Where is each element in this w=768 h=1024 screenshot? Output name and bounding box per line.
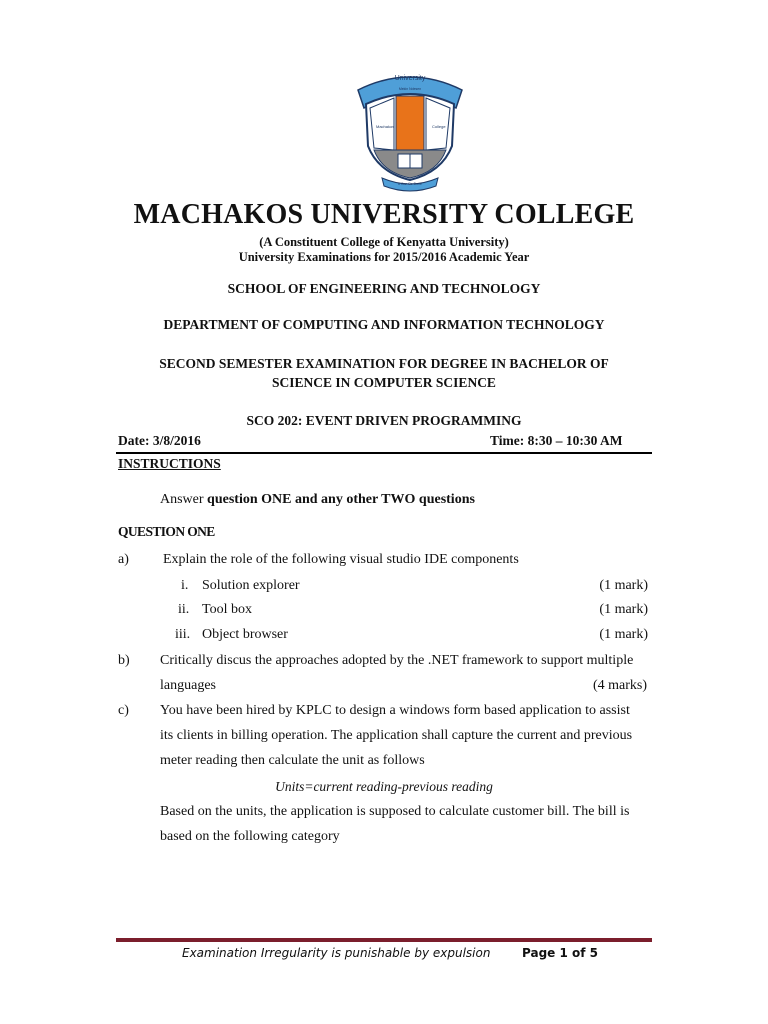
part-a-item-3-text: Object browser	[202, 627, 288, 642]
school-name: SCHOOL OF ENGINEERING AND TECHNOLOGY	[227, 281, 541, 296]
part-a-text: Explain the role of the following visual studio IDE components	[163, 552, 519, 567]
exam-title-line2: SCIENCE IN COMPUTER SCIENCE	[272, 375, 496, 390]
exam-title-line1: SECOND SEMESTER EXAMINATION FOR DEGREE IN BACHELOR OF	[159, 356, 609, 371]
page-number: Page 1 of 5	[522, 946, 598, 960]
logo-arc-text: University	[394, 75, 426, 82]
part-b-line2: languages	[160, 678, 216, 693]
footer-warning: Examination Irregularity is punishable by expulsion	[182, 946, 491, 960]
part-a-item-1-num: i.	[181, 578, 189, 593]
part-c-line5: based on the following category	[160, 829, 340, 844]
part-a-item-2-mark: (1 mark)	[599, 602, 648, 617]
department-name: DEPARTMENT OF COMPUTING AND INFORMATION TECHNOLOGY	[163, 317, 605, 332]
part-a-item-3-num: iii.	[175, 627, 191, 642]
part-a-item-2-text: Tool box	[202, 602, 252, 617]
exam-year-line: University Examinations for 2015/2016 Academic Year	[238, 250, 530, 264]
part-a-item-2-num: ii.	[178, 602, 190, 617]
part-a-item-1-text: Solution explorer	[202, 578, 300, 593]
college-title: MACHAKOS UNIVERSITY COLLEGE	[133, 199, 635, 230]
part-c-line4: Based on the units, the application is supposed to calculate customer bill. The bill is	[160, 804, 630, 819]
part-c-line3: meter reading then calculate the unit as follows	[160, 753, 425, 768]
question-one-heading: QUESTION ONE	[118, 524, 215, 539]
part-a-item-3-mark: (1 mark)	[599, 627, 648, 642]
part-a-label: a)	[118, 552, 129, 567]
logo-inner-text: Mekin Ndesen	[398, 87, 422, 91]
part-b-line1: Critically discus the approaches adopted by the .NET framework to support multiple	[160, 653, 634, 668]
course-title: SCO 202: EVENT DRIVEN PROGRAMMING	[246, 413, 522, 428]
instructions-text: Answer question ONE and any other TWO questions	[160, 492, 475, 507]
footer-rule	[116, 938, 652, 942]
part-a-item-1-mark: (1 mark)	[599, 578, 648, 593]
logo-side-left: Machakos	[376, 124, 395, 129]
logo-side-right: College	[432, 124, 446, 129]
part-b-mark: (4 marks)	[592, 678, 647, 693]
header-rule	[116, 452, 652, 454]
exam-date: Date: 3/8/2016	[118, 433, 201, 448]
part-c-line1: You have been hired by KPLC to design a windows form based application to assist	[160, 703, 630, 718]
university-logo	[352, 68, 468, 192]
constituent-line: (A Constituent College of Kenyatta University)	[259, 235, 509, 249]
part-c-line2: its clients in billing operation. The application shall capture the current and previous	[160, 728, 633, 743]
units-formula: Units=current reading-previous reading	[275, 779, 493, 794]
part-c-label: c)	[118, 703, 129, 718]
instructions-heading: INSTRUCTIONS	[118, 456, 221, 471]
logo-bottom-text: It Can Be Done	[398, 182, 422, 186]
part-b-label: b)	[118, 653, 130, 668]
exam-time: Time: 8:30 – 10:30 AM	[490, 433, 623, 448]
